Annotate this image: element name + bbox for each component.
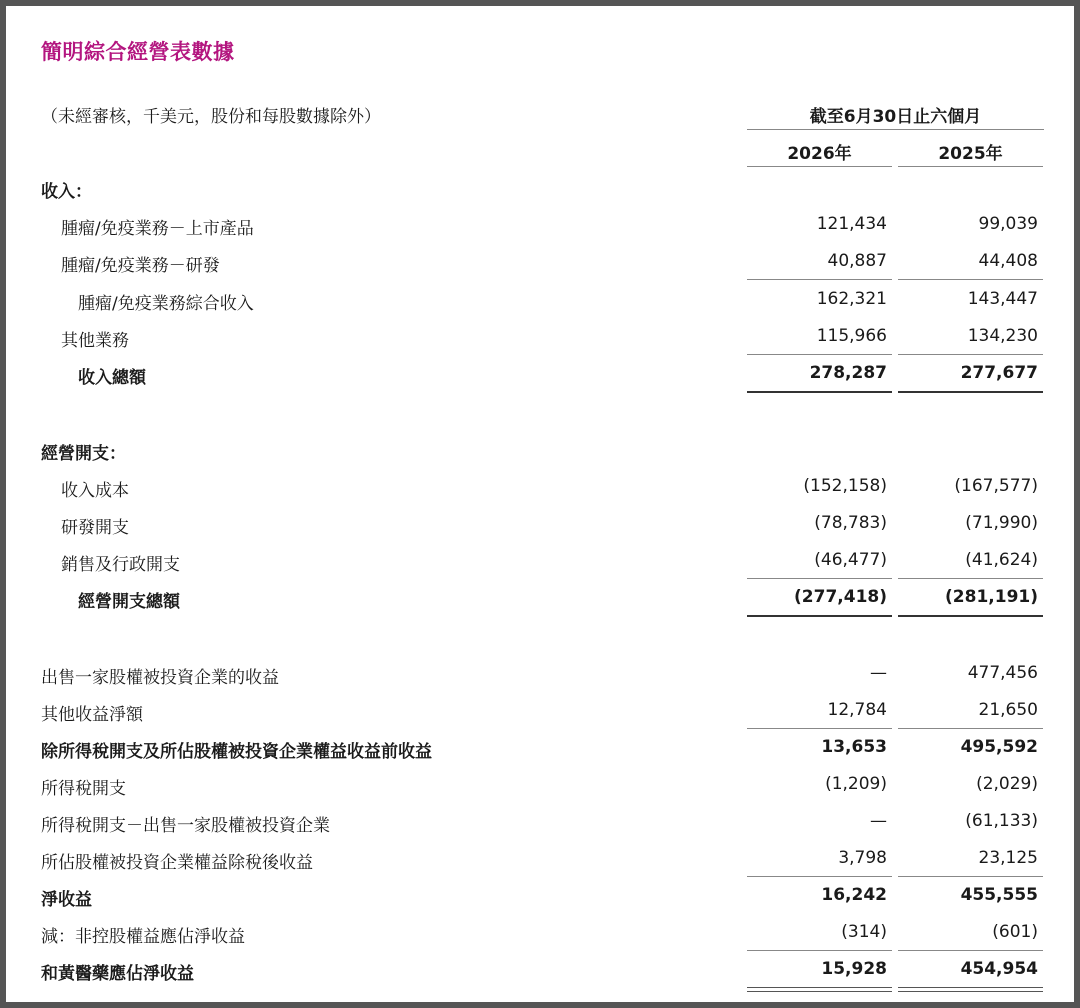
subtotal-rule xyxy=(747,354,892,355)
subtotal-rule xyxy=(898,354,1043,355)
table-row xyxy=(6,811,1080,839)
table-row xyxy=(6,251,1080,279)
row-label: 研發開支 xyxy=(61,518,129,538)
row-label: 減：非控股權益應佔淨收益 xyxy=(41,927,245,947)
value-2026: 12,784 xyxy=(827,700,887,720)
table-row xyxy=(6,513,1080,541)
value-2026: 15,928 xyxy=(821,959,887,979)
row-label: 其他收益淨額 xyxy=(41,705,143,725)
row-label: 所佔股權被投資企業權益除稅後收益 xyxy=(41,853,313,873)
value-2026: 115,966 xyxy=(816,326,887,346)
row-label: 除所得稅開支及所佔股權被投資企業權益收益前收益 xyxy=(41,742,432,762)
row-label: 淨收益 xyxy=(41,890,92,910)
table-row-attributable-net-income xyxy=(6,959,1080,987)
value-2025: 277,677 xyxy=(960,363,1038,383)
value-2026: (314) xyxy=(841,922,887,942)
subtotal-rule xyxy=(747,728,892,729)
row-label: 出售一家股權被投資企業的收益 xyxy=(41,668,279,688)
value-2025: (71,990) xyxy=(965,513,1038,533)
row-label: 經營開支總額 xyxy=(78,592,180,612)
year-underline-2026 xyxy=(747,166,892,167)
row-label: 和黃醫藥應佔淨收益 xyxy=(41,964,194,984)
value-2025: (601) xyxy=(992,922,1038,942)
grand-total-double-rule xyxy=(898,987,1043,992)
subtotal-rule xyxy=(747,950,892,951)
total-rule xyxy=(898,615,1043,617)
value-2026: — xyxy=(870,663,887,683)
subtotal-rule xyxy=(898,279,1043,280)
value-2026: 162,321 xyxy=(816,289,887,309)
table-row xyxy=(6,289,1080,317)
value-2025: 44,408 xyxy=(978,251,1038,271)
row-label: 腫瘤/免疫業務－上市產品 xyxy=(61,219,254,239)
row-label: 收入總額 xyxy=(78,368,146,388)
subtotal-rule xyxy=(898,950,1043,951)
subtotal-rule xyxy=(747,578,892,579)
row-label: 其他業務 xyxy=(61,331,129,351)
year-header-2026: 2026年 xyxy=(787,144,852,164)
value-2025: (281,191) xyxy=(945,587,1038,607)
value-2026: 16,242 xyxy=(821,885,887,905)
period-header: 截至6月30日止六個月 xyxy=(809,107,982,127)
table-row xyxy=(6,476,1080,504)
subtotal-rule xyxy=(747,279,892,280)
value-2025: (167,577) xyxy=(954,476,1038,496)
value-2026: 3,798 xyxy=(838,848,887,868)
value-2026: — xyxy=(870,811,887,831)
value-2026: 278,287 xyxy=(809,363,887,383)
table-row xyxy=(6,922,1080,950)
total-rule xyxy=(747,615,892,617)
table-row xyxy=(6,550,1080,578)
row-label: 腫瘤/免疫業務綜合收入 xyxy=(78,294,254,314)
table-row xyxy=(6,326,1080,354)
subtotal-rule xyxy=(898,876,1043,877)
value-2025: 477,456 xyxy=(967,663,1038,683)
period-underline xyxy=(747,129,1044,130)
value-2025: 21,650 xyxy=(978,700,1038,720)
table-row-total xyxy=(6,363,1080,391)
table-row-total xyxy=(6,587,1080,615)
subtotal-rule xyxy=(898,728,1043,729)
table-row-subtotal xyxy=(6,737,1080,765)
value-2025: 455,555 xyxy=(960,885,1038,905)
value-2025: 23,125 xyxy=(978,848,1038,868)
value-2026: 13,653 xyxy=(821,737,887,757)
value-2025: 143,447 xyxy=(967,289,1038,309)
value-2026: 40,887 xyxy=(827,251,887,271)
value-2026: (46,477) xyxy=(814,550,887,570)
table-row-net-income xyxy=(6,885,1080,913)
section-heading-revenue xyxy=(6,177,1080,205)
table-row xyxy=(6,700,1080,728)
row-label: 腫瘤/免疫業務－研發 xyxy=(61,256,220,276)
subtotal-rule xyxy=(747,876,892,877)
table-row xyxy=(6,663,1080,691)
row-label: 所得稅開支－出售一家股權被投資企業 xyxy=(41,816,330,836)
year-header-2025: 2025年 xyxy=(938,144,1003,164)
value-2026: (78,783) xyxy=(814,513,887,533)
row-label: 所得稅開支 xyxy=(41,779,126,799)
section-label: 收入： xyxy=(41,182,92,202)
grand-total-double-rule xyxy=(747,987,892,992)
value-2026: (1,209) xyxy=(825,774,887,794)
table-row xyxy=(6,214,1080,242)
value-2025: 454,954 xyxy=(960,959,1038,979)
table-row xyxy=(6,848,1080,876)
total-rule xyxy=(898,391,1043,393)
value-2026: (277,418) xyxy=(794,587,887,607)
value-2025: 134,230 xyxy=(967,326,1038,346)
value-2025: (61,133) xyxy=(965,811,1038,831)
value-2026: (152,158) xyxy=(803,476,887,496)
section-label: 經營開支： xyxy=(41,444,126,464)
value-2025: (41,624) xyxy=(965,550,1038,570)
year-underline-2025 xyxy=(898,166,1043,167)
table-row xyxy=(6,774,1080,802)
row-label: 銷售及行政開支 xyxy=(61,555,180,575)
page-title: 簡明綜合經營表數據 xyxy=(41,40,235,64)
unit-note: （未經審核，千美元，股份和每股數據除外） xyxy=(41,107,381,127)
value-2025: 495,592 xyxy=(960,737,1038,757)
value-2025: 99,039 xyxy=(978,214,1038,234)
value-2026: 121,434 xyxy=(816,214,887,234)
total-rule xyxy=(747,391,892,393)
subtotal-rule xyxy=(898,578,1043,579)
row-label: 收入成本 xyxy=(61,481,129,501)
value-2025: (2,029) xyxy=(976,774,1038,794)
section-heading-opex xyxy=(6,439,1080,467)
